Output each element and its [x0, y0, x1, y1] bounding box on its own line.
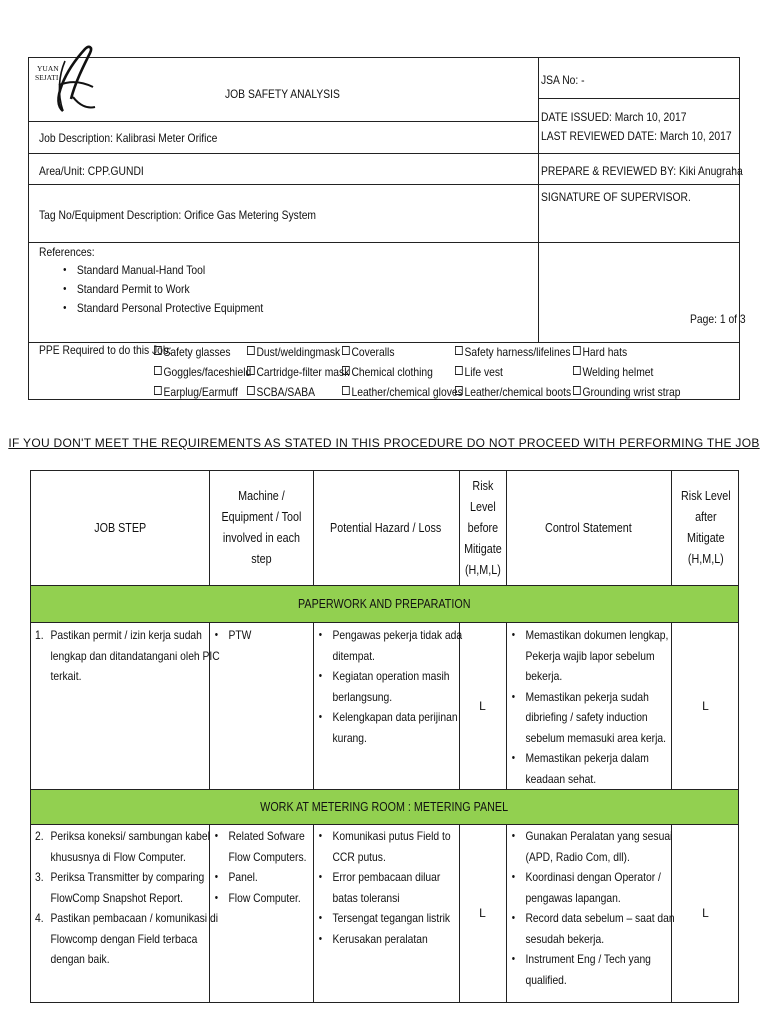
- job-steps-table: [30, 470, 739, 1003]
- header-divider: [538, 58, 539, 342]
- hazard-item: • Tersengat tegangan listrik: [317, 908, 451, 929]
- equipment-cell: [213, 625, 311, 646]
- checkbox-icon[interactable]: [455, 386, 463, 395]
- area-unit: Area/Unit: CPP.GUNDI: [39, 164, 144, 178]
- row-divider: [29, 242, 740, 243]
- control-item: • Memastikan pekerja sudah dibriefing / safety induction sebelum memasuki area kerja.: [510, 687, 668, 749]
- ppe-item-label: Dust/weldingmask: [256, 345, 341, 359]
- ppe-checkbox-item[interactable]: [573, 385, 681, 399]
- section-band-paperwork: PAPERWORK AND PREPARATION: [31, 585, 738, 623]
- risk-before-value: L: [479, 906, 486, 920]
- control-item: • Record data sebelum – saat dan sesudah bekerja.: [510, 908, 675, 949]
- ppe-checkbox-item[interactable]: [247, 345, 340, 359]
- control-list: [510, 625, 668, 789]
- ppe-item-label: Leather/chemical gloves: [351, 385, 463, 399]
- signature-of-supervisor: SIGNATURE OF SUPERVISOR.: [541, 190, 691, 204]
- row-divider: [538, 98, 740, 99]
- equipment-list: [213, 826, 306, 908]
- reference-item: • Standard Permit to Work: [77, 280, 263, 299]
- ppe-item-label: Cartridge-filter mask: [256, 365, 350, 379]
- warning-text: IF YOU DON'T MEET THE REQUIREMENTS AS STATED IN THIS PROCEDURE DO NOT PROCEED WITH PERFORMING THE JOB: [8, 436, 760, 450]
- job-step-cell: [35, 826, 218, 970]
- page-title: JOB SAFETY ANALYSIS: [225, 87, 340, 101]
- procedure-warning: [0, 436, 768, 450]
- ppe-item-label: Hard hats: [582, 345, 628, 359]
- control-cell: [510, 625, 668, 789]
- ppe-checkbox-item[interactable]: [342, 345, 394, 359]
- jsa-header-block: [28, 57, 746, 400]
- checkbox-icon[interactable]: [573, 386, 581, 395]
- last-reviewed-date: LAST REVIEWED DATE: March 10, 2017: [541, 129, 732, 143]
- equipment-item: • Flow Computer.: [213, 888, 306, 909]
- ppe-checkbox-item[interactable]: [247, 365, 349, 379]
- header-line: Level: [469, 499, 496, 514]
- section-band-metering-room: WORK AT METERING ROOM : METERING PANEL: [31, 789, 738, 825]
- header-line: involved in each: [222, 531, 300, 545]
- ppe-label: PPE Required to do this Job:: [39, 343, 172, 357]
- header-risk-after: [671, 471, 740, 585]
- risk-after-value: L: [702, 699, 709, 713]
- header-line: (H,M,L): [464, 562, 501, 577]
- control-cell: [510, 826, 675, 990]
- ppe-item-label: SCBA/SABA: [256, 385, 315, 399]
- references-label: References:: [39, 245, 95, 259]
- ppe-item-label: Safety glasses: [163, 345, 231, 359]
- checkbox-icon[interactable]: [247, 366, 255, 375]
- date-issued: DATE ISSUED: March 10, 2017: [541, 110, 687, 124]
- checkbox-icon[interactable]: [154, 366, 162, 375]
- row-divider: [29, 184, 740, 185]
- checkbox-icon[interactable]: [455, 346, 463, 355]
- logo-text-sejati: SEJATI: [35, 73, 59, 82]
- job-step-item: 2. Periksa koneksi/ sambungan kabel khususnya di Flow Computer.: [35, 829, 210, 864]
- references-section: [39, 245, 263, 318]
- header-line: Machine /: [237, 489, 285, 503]
- control-item: • Gunakan Peralatan yang sesuai (APD, Radio Com, dll).: [510, 826, 675, 867]
- ppe-checkbox-item[interactable]: [573, 345, 627, 359]
- header-line: Risk: [472, 478, 493, 493]
- hazard-list: [317, 625, 462, 748]
- logo-text-yuan: YUAN: [37, 64, 59, 73]
- hazard-cell: [317, 826, 457, 949]
- hazard-item: • Kerusakan peralatan: [317, 929, 451, 950]
- header-line: Mitigate: [686, 531, 725, 545]
- header-line: Risk Level: [680, 489, 731, 503]
- hazard-item: • Komunikasi putus Field to CCR putus.: [317, 826, 451, 867]
- checkbox-icon[interactable]: [573, 346, 581, 355]
- ppe-item-label: Life vest: [464, 365, 503, 379]
- ppe-checkbox-item[interactable]: [455, 345, 571, 359]
- checkbox-icon[interactable]: [247, 346, 255, 355]
- reference-item: • Standard Manual-Hand Tool: [77, 261, 263, 280]
- checkbox-icon[interactable]: [247, 386, 255, 395]
- equipment-item: • Panel.: [213, 867, 306, 888]
- header-line: after: [694, 510, 717, 524]
- control-item: • Memastikan pekerja dalam keadaan sehat.: [510, 748, 668, 789]
- ppe-checkbox-item[interactable]: [342, 385, 463, 399]
- ppe-item-label: Goggles/faceshield: [163, 365, 252, 379]
- equipment-cell: [213, 826, 311, 908]
- checkbox-icon[interactable]: [455, 366, 463, 375]
- ppe-checkbox-item[interactable]: [455, 365, 503, 379]
- header-line: before: [467, 520, 498, 535]
- reference-item: • Standard Personal Protective Equipment: [77, 299, 263, 318]
- control-item: • Memastikan dokumen lengkap, Pekerja wajib lapor sebelum bekerja.: [510, 625, 668, 687]
- header-line: (H,M,L): [687, 552, 724, 566]
- checkbox-icon[interactable]: [342, 386, 350, 395]
- job-description: Job Description: Kalibrasi Meter Orifice: [39, 131, 218, 145]
- header-line: step: [250, 552, 272, 566]
- checkbox-icon[interactable]: [342, 366, 350, 375]
- header-line: Equipment / Tool: [221, 510, 301, 524]
- hazard-item: • Error pembacaan diluar batas toleransi: [317, 867, 451, 908]
- jsa-number: JSA No: -: [541, 73, 585, 87]
- ppe-checkbox-item[interactable]: [154, 385, 238, 399]
- equipment-list: [213, 625, 251, 646]
- references-list: [39, 261, 263, 318]
- ppe-item-label: Welding helmet: [582, 365, 654, 379]
- ppe-item-label: Leather/chemical boots: [464, 385, 572, 399]
- checkbox-icon[interactable]: [154, 346, 162, 355]
- control-list: [510, 826, 675, 990]
- job-step-cell: [35, 625, 220, 687]
- ppe-item-label: Chemical clothing: [351, 365, 433, 379]
- checkbox-icon[interactable]: [154, 386, 162, 395]
- equipment-item: • PTW: [213, 625, 251, 646]
- ppe-item-label: Safety harness/lifelines: [464, 345, 571, 359]
- control-item: • Koordinasi dengan Operator / pengawas lapangan.: [510, 867, 675, 908]
- page-number: Page: 1 of 3: [690, 312, 746, 326]
- header-line: Mitigate: [463, 541, 502, 556]
- hazard-list: [317, 826, 451, 949]
- job-step-item: 4. Pastikan pembacaan / komunikasi di Flowcomp dengan Field terbaca dengan baik.: [35, 911, 218, 966]
- header-job-step: JOB STEP: [94, 520, 146, 535]
- ppe-checkbox-item[interactable]: [573, 365, 653, 379]
- hazard-item: • Kegiatan operation masih berlangsung.: [317, 666, 462, 707]
- ppe-checkbox-item[interactable]: [342, 365, 433, 379]
- job-step-list: [35, 625, 220, 687]
- job-step-item: 1. Pastikan permit / izin kerja sudah lengkap dan ditandatangani oleh PIC terkait.: [35, 628, 220, 683]
- header-risk-before: [459, 471, 506, 585]
- hazard-cell: [317, 625, 463, 748]
- header-potential-hazard: Potential Hazard / Loss: [330, 520, 442, 535]
- ppe-item-label: Coveralls: [351, 345, 395, 359]
- control-item: • Instrument Eng / Tech yang qualified.: [510, 949, 675, 990]
- ppe-checkbox-item[interactable]: [247, 385, 315, 399]
- job-step-item: 3. Periksa Transmitter by comparing FlowComp Snapshot Report.: [35, 870, 205, 905]
- header-control-statement: Control Statement: [545, 520, 632, 535]
- checkbox-icon[interactable]: [573, 366, 581, 375]
- hazard-item: • Pengawas pekerja tidak ada ditempat.: [317, 625, 462, 666]
- row-divider: [29, 153, 740, 154]
- ppe-checkbox-item[interactable]: [154, 345, 231, 359]
- ppe-item-label: Grounding wrist strap: [582, 385, 681, 399]
- risk-after-value: L: [702, 906, 709, 920]
- equipment-item: • Related Sofware Flow Computers.: [213, 826, 306, 867]
- ppe-item-label: Earplug/Earmuff: [163, 385, 238, 399]
- risk-before-value: L: [479, 699, 486, 713]
- prepared-by: PREPARE & REVIEWED BY: Kiki Anugraha: [541, 164, 743, 178]
- hazard-item: • Kelengkapan data perijinan kurang.: [317, 707, 462, 748]
- header-machine-equipment: [209, 471, 313, 585]
- tag-no-equipment: Tag No/Equipment Description: Orifice Gas Metering System: [39, 208, 317, 222]
- ppe-checkbox-item[interactable]: [154, 365, 251, 379]
- row-divider: [29, 121, 538, 122]
- checkbox-icon[interactable]: [342, 346, 350, 355]
- job-step-list: [35, 826, 218, 970]
- ppe-checkbox-item[interactable]: [455, 385, 571, 399]
